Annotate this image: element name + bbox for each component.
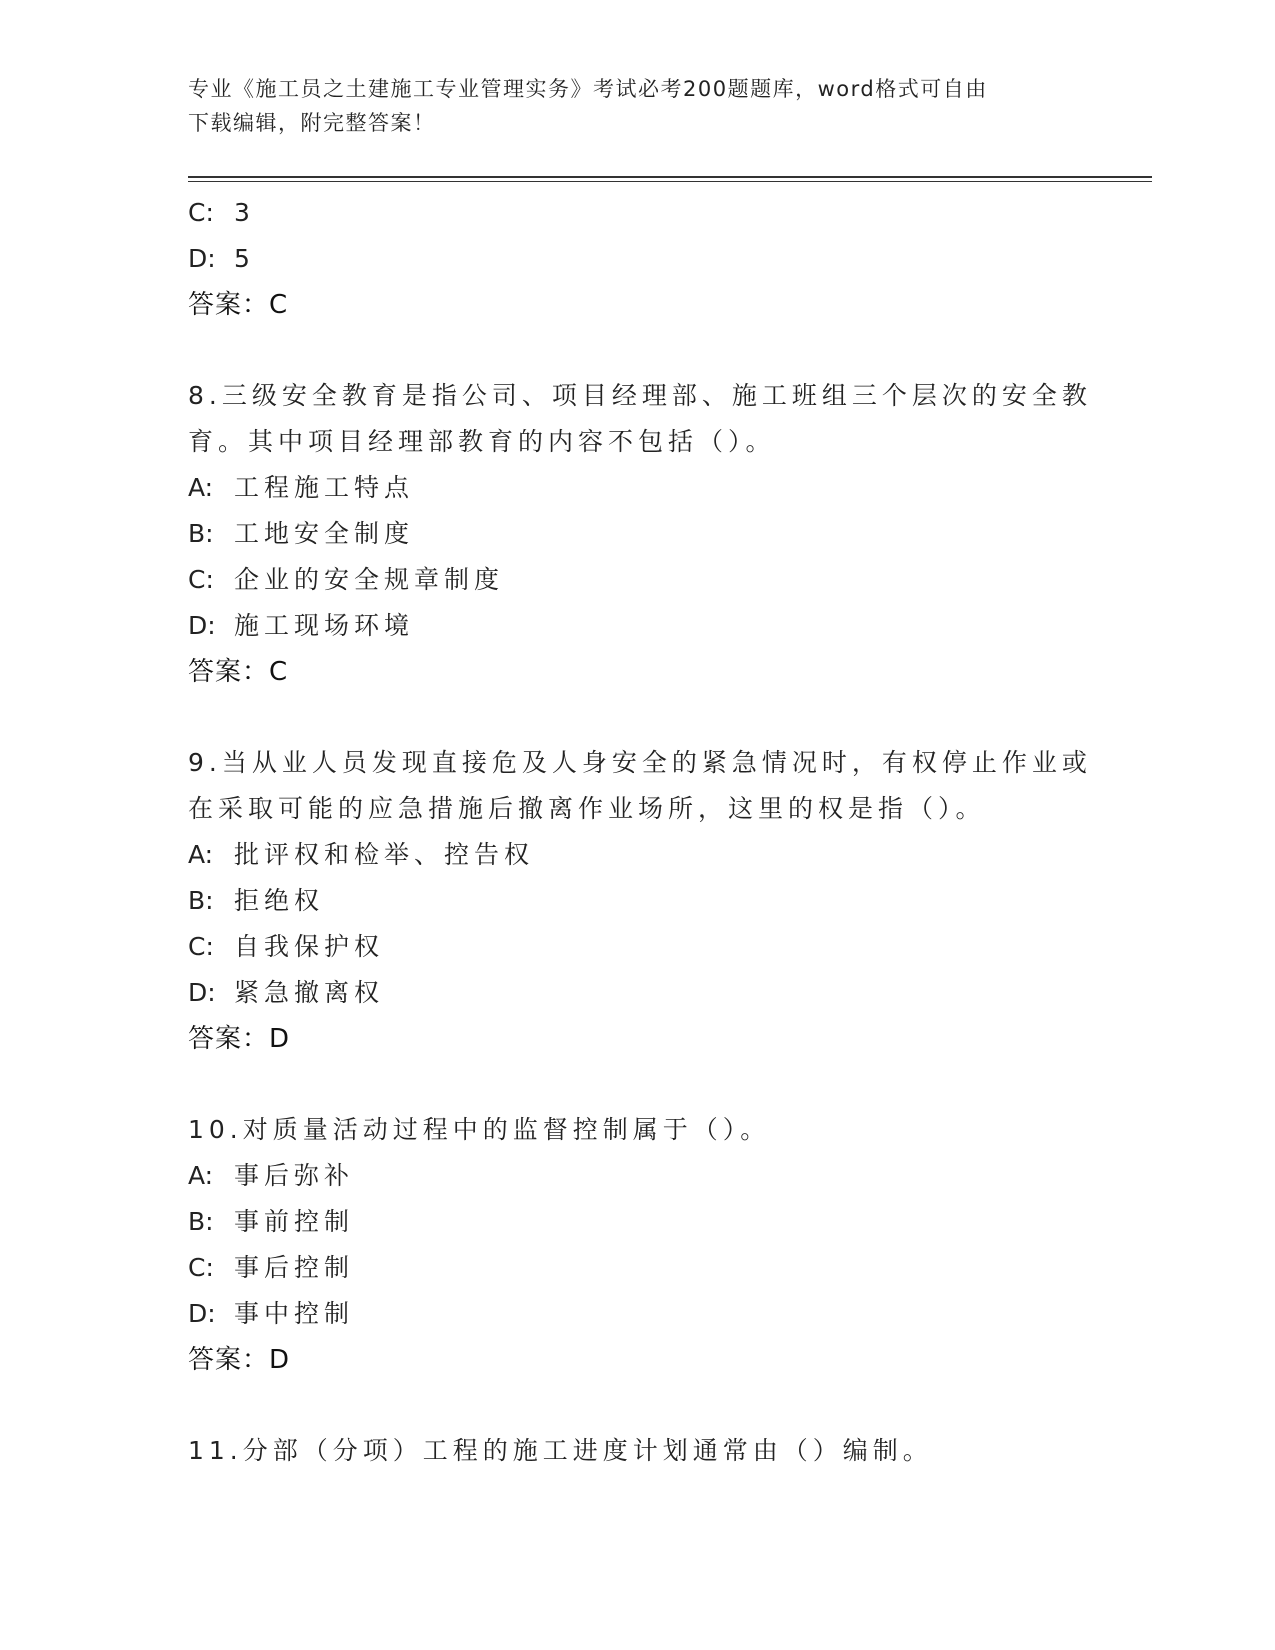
question-item — [188, 1428, 1108, 1474]
option-text: 事后弥补 — [234, 1161, 355, 1190]
option-text: 施工现场环境 — [234, 611, 415, 640]
option-key: B: — [188, 1207, 214, 1236]
option-text: 自我保护权 — [234, 932, 385, 961]
question-stem-line: 9.当从业人员发现直接危及人身安全的紧急情况时，有权停止作业或 — [188, 748, 1092, 777]
option-text: 事后控制 — [234, 1253, 355, 1282]
option-text: 5 — [234, 244, 255, 273]
option-key: C: — [188, 198, 214, 227]
option-row — [188, 465, 1108, 511]
option-row — [188, 832, 1108, 878]
option-text: 事中控制 — [234, 1299, 355, 1328]
option-key: D: — [188, 1299, 216, 1328]
previous-question-tail — [188, 190, 1108, 328]
question-list — [188, 190, 1108, 1474]
question-stem-line: 10.对质量活动过程中的监督控制属于（）。 — [188, 1115, 771, 1144]
option-key: C: — [188, 1253, 214, 1282]
question-item — [188, 1107, 1108, 1383]
option-row — [188, 1291, 1108, 1337]
option-key: B: — [188, 519, 214, 548]
option-row — [188, 557, 1108, 603]
option-row — [188, 878, 1108, 924]
answer-line: 答案：C — [188, 657, 289, 687]
option-row — [188, 1245, 1108, 1291]
option-key: A: — [188, 840, 214, 869]
option-row — [188, 1199, 1108, 1245]
question-stem-line: 育。其中项目经理部教育的内容不包括（）。 — [188, 427, 776, 456]
header-title-line1: 专业《施工员之土建施工专业管理实务》考试必考200题题库，word格式可自由 — [188, 77, 988, 101]
option-key: B: — [188, 886, 214, 915]
option-key: A: — [188, 1161, 214, 1190]
header-divider-thin — [188, 181, 1152, 182]
option-row — [188, 236, 1108, 282]
question-stem-line: 8.三级安全教育是指公司、项目经理部、施工班组三个层次的安全教 — [188, 381, 1092, 410]
question-stem-line: 11.分部（分项）工程的施工进度计划通常由（）编制。 — [188, 1436, 933, 1465]
question-item — [188, 373, 1108, 695]
option-row — [188, 1153, 1108, 1199]
option-key: C: — [188, 932, 214, 961]
option-text: 工地安全制度 — [234, 519, 415, 548]
spacer — [188, 1062, 1108, 1107]
option-row — [188, 190, 1108, 236]
option-key: A: — [188, 473, 214, 502]
page-header — [188, 72, 1088, 140]
option-row — [188, 511, 1108, 557]
option-key: D: — [188, 611, 216, 640]
option-text: 事前控制 — [234, 1207, 355, 1236]
answer-line: 答案：C — [188, 290, 289, 320]
option-text: 批评权和检举、控告权 — [234, 840, 535, 869]
option-text: 企业的安全规章制度 — [234, 565, 505, 594]
spacer — [188, 1383, 1108, 1428]
option-key: D: — [188, 978, 216, 1007]
question-stem-line: 在采取可能的应急措施后撤离作业场所，这里的权是指（）。 — [188, 794, 986, 823]
option-key: C: — [188, 565, 214, 594]
spacer — [188, 328, 1108, 373]
option-key: D: — [188, 244, 216, 273]
option-row — [188, 603, 1108, 649]
option-row — [188, 924, 1108, 970]
question-item — [188, 740, 1108, 1062]
option-row — [188, 970, 1108, 1016]
spacer — [188, 695, 1108, 740]
header-divider-thick — [188, 176, 1152, 178]
option-text: 工程施工特点 — [234, 473, 415, 502]
answer-line: 答案：D — [188, 1024, 291, 1054]
option-text: 3 — [234, 198, 255, 227]
option-text: 拒绝权 — [234, 886, 325, 915]
answer-line: 答案：D — [188, 1345, 291, 1375]
option-text: 紧急撤离权 — [234, 978, 385, 1007]
header-title-line2: 下载编辑，附完整答案！ — [188, 111, 436, 135]
